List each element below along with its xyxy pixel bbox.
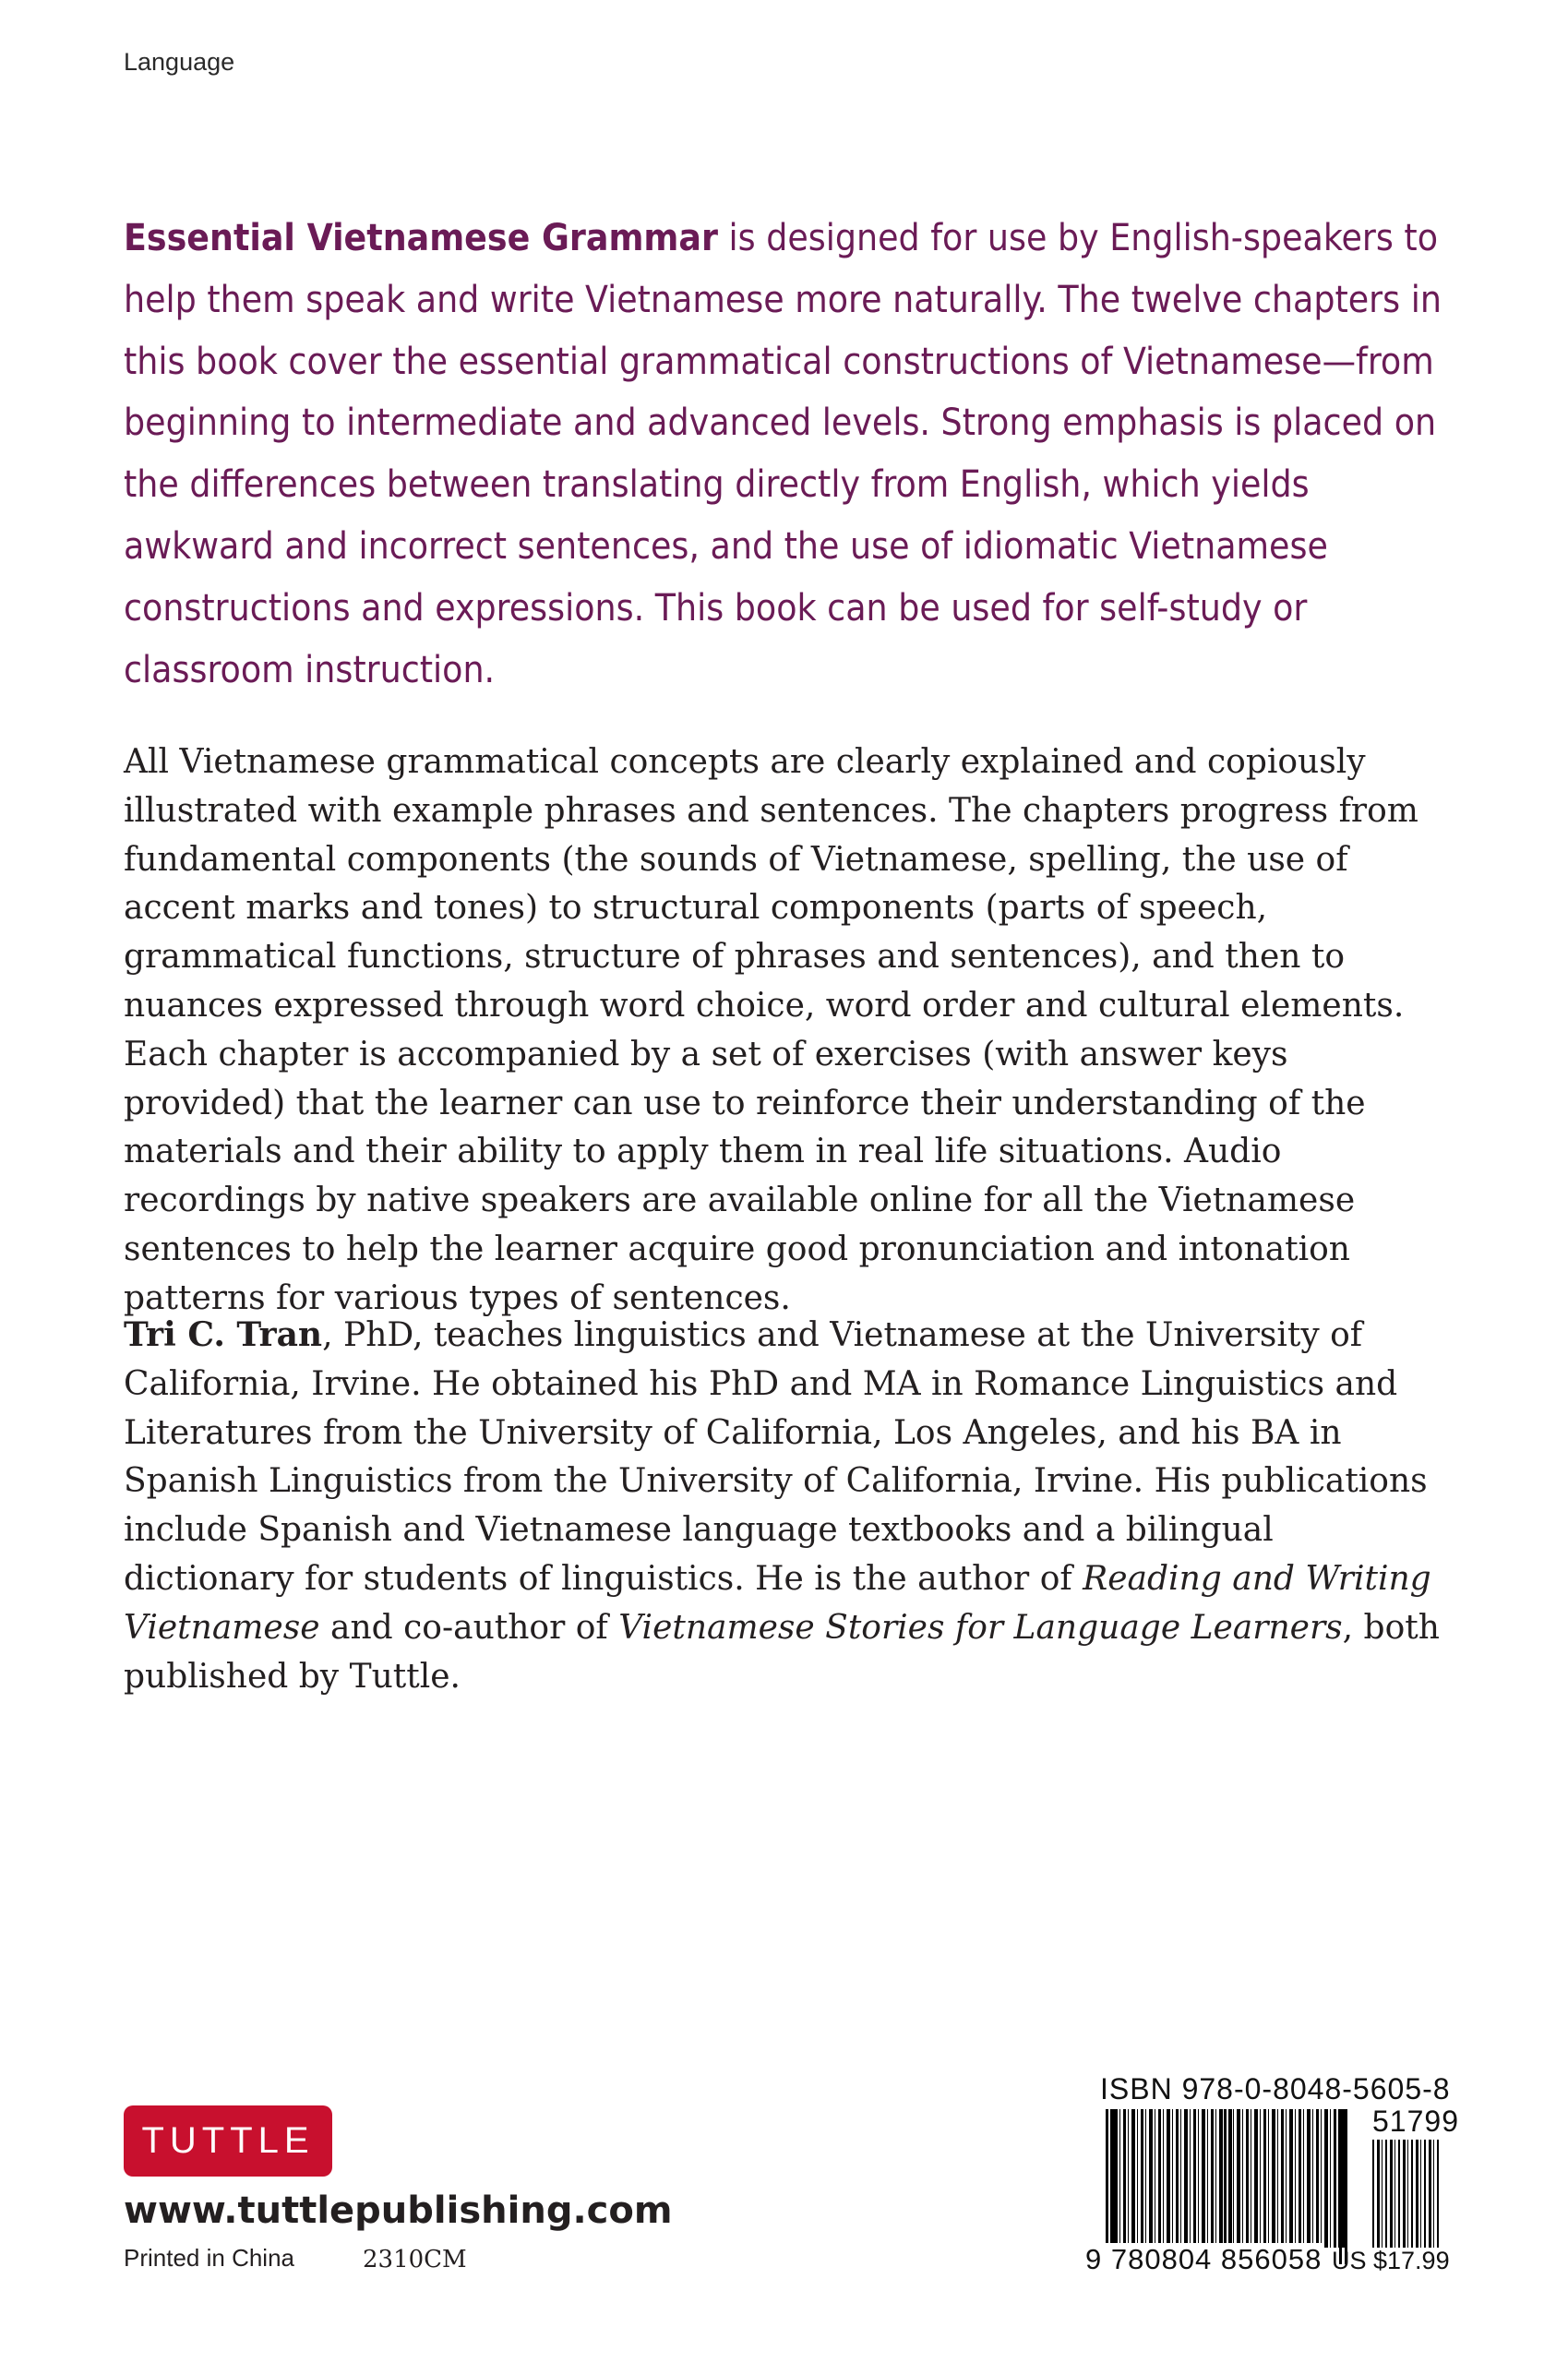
barcode-addon-number: 51799 [1372,2105,1459,2138]
barcode-addon-icon [1372,2140,1439,2248]
price-label: US $17.99 [1332,2247,1450,2274]
author-bio-text-2: and co-author of [319,1608,619,1647]
author-bio-paragraph [124,1311,1453,1701]
author-name: Tri C. Tran [124,1315,323,1354]
barcode-digits: 9 780804 856058 [1085,2243,1323,2275]
category-label: Language [124,48,235,76]
book-title: Essential Vietnamese Grammar [124,215,718,259]
publisher-url: www.tuttlepublishing.com [124,2189,673,2232]
blurb-paragraph [124,207,1453,700]
barcode-guard-bar [1106,2109,1108,2264]
author-bio-text-1: , PhD, teaches linguistics and Vietnamese at the University of California, Irvine. He obtained his PhD and MA in Romance Linguistics and Literatures from the University of California, Los Angeles, and his BA in Spanish Linguistics from the University of California, Irvine. His publications include Spanish and Vietnamese language textbooks and a bilingual dictionary for students of linguistics. He is the author of [124,1316,1428,1598]
barcode-icon [1106,2109,1347,2248]
isbn-label: ISBN 978-0-8048-5605-8 [1100,2072,1451,2105]
tuttle-logo: TUTTLE [124,2105,332,2177]
printed-in-label: Printed in China [124,2244,294,2272]
book-reference-2: Vietnamese Stories for Language Learners [618,1608,1343,1647]
barcode-guard-bar [1339,2109,1342,2264]
blurb-text: is designed for use by English-speakers to help them speak and write Vietnamese more naturally. The twelve chapters in this book cover the essential grammatical constructions of Vietnamese—from beginning to intermediate and advanced levels. Strong emphasis is placed on the differences between translating directly from English, which yields awkward and incorrect sentences, and the use of idiomatic Vietnamese constructions and expressions. This book can be used for self-study or classroom instruction. [124,215,1442,691]
print-code: 2310CM [363,2246,467,2273]
book-reference-1: Reading and Writing Vietnamese [124,1559,1431,1647]
barcode-guard-bar [1111,2109,1114,2264]
description-paragraph: All Vietnamese grammatical concepts are clearly explained and copiously illustrated with example phrases and sentences. The chapters progress from fundamental components (the sounds of Vietnamese, spelling, the use of accent marks and tones) to structural components (parts of speech, grammatical functions, structure of phrases and sentences), and then to nuances expressed through word choice, word order and cultural elements. Each chapter is accompanied by a set of exercises (with answer keys provided) that the learner can use to reinforce their understanding of the materials and their ability to apply them in real life situations. Audio recordings by native speakers are available online for all the Vietnamese sentences to help the learner acquire good pronunciation and intonation patterns for various types of sentences. [124,743,1418,1317]
barcode-guard-bar [1345,2109,1347,2264]
barcode-guard-bar [1224,2109,1227,2264]
barcode-guard-bar [1229,2109,1232,2264]
author-bio-text-3: , both published by Tuttle. [124,1608,1440,1696]
